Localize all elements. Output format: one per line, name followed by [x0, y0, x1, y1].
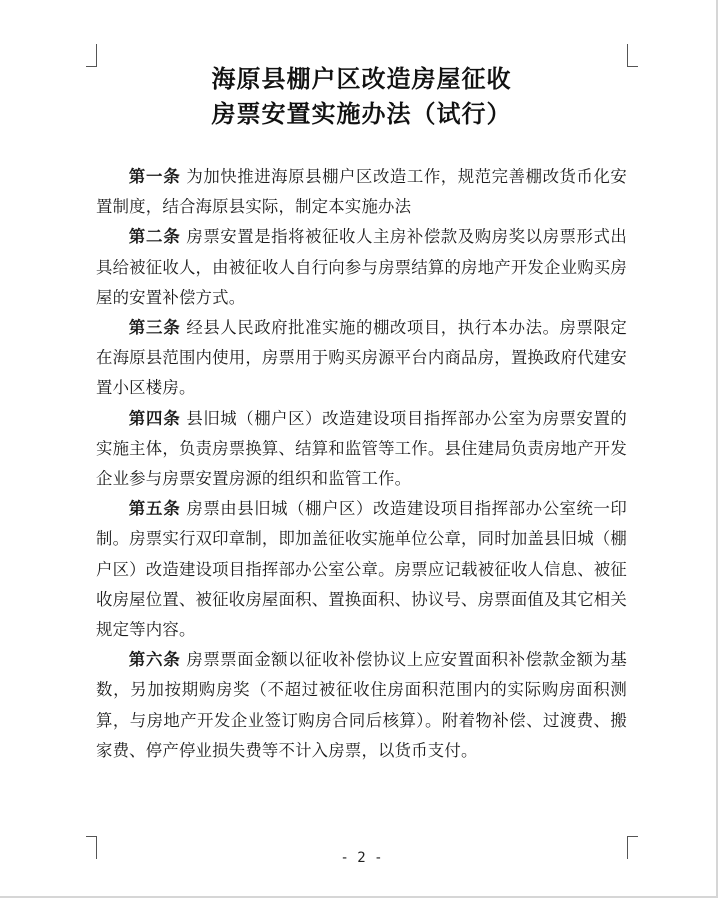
- article-label: 第二条: [128, 227, 181, 247]
- article-text: 房票由县旧城（棚户区）改造建设项目指挥部办公室统一印制。房票实行双印章制，即加盖征收实施单位公章，同时加盖县旧城（棚户区）改造建设项目指挥部办公室公章。房票应记载被征收人信息、被征收房屋位置、被征收房屋面积、置换面积、协议号、房票面值及其它相关规定等内容。: [96, 499, 628, 640]
- article-label: 第一条: [128, 167, 181, 186]
- article-5: [96, 494, 627, 645]
- article-label: 第四条: [128, 408, 181, 428]
- article-label: 第五条: [128, 499, 181, 519]
- article-2: [96, 222, 627, 313]
- article-text: 房票安置是指将被征收人主房补偿款及购房奖以房票形式出具给被征收人，由被征收人自行向参与房票结算的房地产开发企业购买房屋的安置补偿方式。: [96, 227, 628, 307]
- article-text: 房票票面金额以征收补偿协议上应安置面积补偿款金额为基数，另加按期购房奖（不超过被征收住房面积范围内的实际购房面积测算，与房地产开发企业签订购房合同后核算）。附着物补偿、过渡费、搬家费、停产停业损失费等不计入房票，以货币支付。: [96, 650, 628, 760]
- crop-mark-top-right: [627, 44, 638, 67]
- article-4: [96, 404, 627, 495]
- article-text: 县旧城（棚户区）改造建设项目指挥部办公室为房票安置的实施主体，负责房票换算、结算和监管等工作。县住建局负责房地产开发企业参与房票安置房源的组织和监管工作。: [96, 408, 628, 489]
- article-3: [96, 313, 627, 404]
- document-title-line-1: 海原县棚户区改造房屋征收: [211, 64, 512, 93]
- document-body: [96, 162, 627, 766]
- article-label: 第三条: [128, 318, 181, 338]
- article-label: 第六条: [128, 650, 181, 670]
- document-title-line-2: 房票安置实施办法（试行）: [211, 99, 512, 128]
- article-text: 经县人民政府批准实施的棚改项目，执行本办法。房票限定在海原县范围内使用，房票用于购买房源平台内商品房，置换政府代建安置小区楼房。: [96, 318, 628, 398]
- crop-mark-bottom-right: [627, 836, 638, 859]
- article-1: [96, 162, 627, 222]
- page-number: - 2 -: [340, 850, 383, 866]
- article-text: 为加快推进海原县棚户区改造工作，规范完善棚改货币化安置制度，结合海原县实际，制定本实施办法: [96, 167, 628, 217]
- article-6: [96, 645, 627, 766]
